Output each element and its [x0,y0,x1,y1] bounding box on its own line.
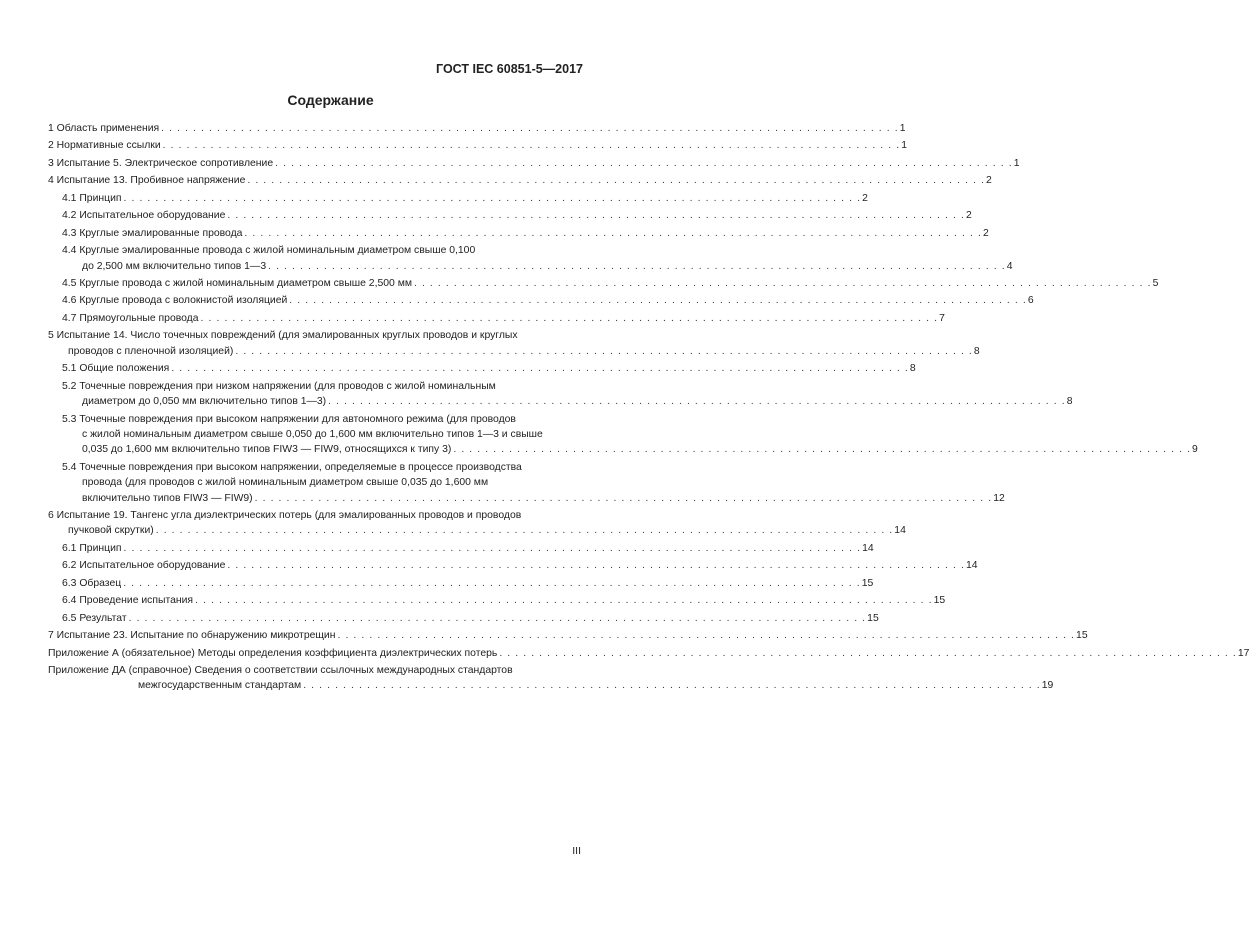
toc-entry-line [48,629,1088,643]
toc-dot-leader: . . . . . . . . . . . . . . . . . . . . . . . . . . . . . . . . . . . . . . . . . . . . . . . . . . . . . . . . . . . . . . . . . . . . . . . . . . . . . . . . . . . . . . . . . . . . . [171,363,909,375]
toc-entry-line [62,362,916,376]
toc-entry-line [62,244,583,258]
toc-page-number: 8 [909,363,916,375]
toc-entry-line [48,647,1249,661]
toc-entry-text: Приложение ДА (справочное) Сведения о соответствии ссылочных международных стандартов [48,665,513,676]
toc-entry-text: 5.4 Точечные повреждения при высоком напряжении, определяемые в процессе производства [62,461,522,473]
toc-entry-line [48,174,992,188]
toc-dot-leader: . . . . . . . . . . . . . . . . . . . . . . . . . . . . . . . . . . . . . . . . . . . . . . . . . . . . . . . . . . . . . . . . . . . . . . . . . . . . . . . . . . . . . . . . . . . . . [268,260,1006,272]
page-title: Содержание [287,92,374,108]
toc-page-number: 1 [899,123,906,134]
toc-entry-line [62,559,978,573]
toc-entry-text: 5.2 Точечные повреждения при низком напряжении (для проводов с жилой номинальным [62,380,496,392]
toc-page-number: 19 [1041,680,1054,692]
toc-dot-leader: . . . . . . . . . . . . . . . . . . . . . . . . . . . . . . . . . . . . . . . . . . . . . . . . . . . . . . . . . . . . . . . . . . . . . . . . . . . . . . . . . . . . . . . . . . . . . [200,312,939,324]
toc-entry-line [62,277,1159,291]
toc-dot-leader: . . . . . . . . . . . . . . . . . . . . . . . . . . . . . . . . . . . . . . . . . . . . . . . . . . . . . . . . . . . . . . . . . . . . . . . . . . . . . . . . . . . . . . . . . . . . . [123,542,862,554]
toc-dot-leader: . . . . . . . . . . . . . . . . . . . . . . . . . . . . . . . . . . . . . . . . . . . . . . . . . . . . . . . . . . . . . . . . . . . . . . . . . . . . . . . . . . . . . . . . . . . . . [275,157,1013,169]
toc-entry-text: 6.4 Проведение испытания [62,595,194,607]
toc-entry-text: с жилой номинальным диаметром свыше 0,050 до 1,600 мм включительно типов 1—3 и свыше [82,428,543,440]
toc-page-number: 12 [993,492,1005,504]
toc-entry-text: проводов с пленочной изоляцией) [68,345,234,357]
toc-entry-line [62,227,989,241]
toc-page-number: 2 [985,175,992,187]
toc-entry-text: пучковой скрутки) [68,525,154,537]
toc-dot-leader: . . . . . . . . . . . . . . . . . . . . . . . . . . . . . . . . . . . . . . . . . . . . . . . . . . . . . . . . . . . . . . . . . . . . . . . . . . . . . . . . . . . . . . . . . . . . . [123,192,862,204]
toc-entry-line [48,139,908,153]
toc-entry-line [62,413,583,427]
toc-entry-text: 4.3 Круглые эмалированные провода [62,227,243,239]
toc-dot-leader: . . . . . . . . . . . . . . . . . . . . . . . . . . . . . . . . . . . . . . . . . . . . . . . . . . . . . . . . . . . . . . . . . . . . . . . . . . . . . . . . . . . . . . . . . . . . . [453,444,1191,456]
toc-entry-line [62,192,868,206]
toc-entry-line [48,509,583,523]
toc-dot-leader: . . . . . . . . . . . . . . . . . . . . . . . . . . . . . . . . . . . . . . . . . . . . . . . . . . . . . . . . . . . . . . . . . . . . . . . . . . . . . . . . . . . . . . . . . . . . . [155,525,894,537]
toc-entry-line [82,428,583,442]
toc-dot-leader: . . . . . . . . . . . . . . . . . . . . . . . . . . . . . . . . . . . . . . . . . . . . . . . . . . . . . . . . . . . . . . . . . . . . . . . . . . . . . . . . . . . . . . . . . . . . . [303,680,1041,692]
toc-entry-text: 4.2 Испытательное оборудование [62,210,226,222]
toc-dot-leader: . . . . . . . . . . . . . . . . . . . . . . . . . . . . . . . . . . . . . . . . . . . . . . . . . . . . . . . . . . . . . . . . . . . . . . . . . . . . . . . . . . . . . . . . . . . . . [195,595,933,607]
toc-page-number: 2 [983,227,989,239]
toc-dot-leader: . . . . . . . . . . . . . . . . . . . . . . . . . . . . . . . . . . . . . . . . . . . . . . . . . . . . . . . . . . . . . . . . . . . . . . . . . . . . . . . . . . . . . . . . . . . . . [413,278,1152,289]
toc-entry-text: межгосударственным стандартам [138,680,302,692]
toc-entry-text: 6.3 Образец [62,577,122,589]
toc-entry-text: 6.2 Испытательное оборудование [62,560,226,572]
toc-page-number: 14 [894,525,906,537]
toc-entry-text: 5.1 Общие положения [62,363,170,375]
toc-entry-line [62,542,874,556]
toc-dot-leader: . . . . . . . . . . . . . . . . . . . . . . . . . . . . . . . . . . . . . . . . . . . . . . . . . . . . . . . . . . . . . . . . . . . . . . . . . . . . . . . . . . . . . . . . . . . . . [499,647,1237,659]
toc-entry-text: 5.3 Точечные повреждения при высоком напряжении для автономного режима (для проводов [62,413,516,425]
toc-entry-line [68,345,980,359]
page-number: III [572,845,581,857]
toc-entry-line [48,157,1020,171]
toc-page-number: 17 [1237,647,1249,659]
toc-page-number: 7 [939,312,945,324]
toc-entry-text: включительно типов FIW3 — FIW9) [82,492,253,504]
toc-entry-text: 1 Область применения [48,123,160,134]
toc-dot-leader: . . . . . . . . . . . . . . . . . . . . . . . . . . . . . . . . . . . . . . . . . . . . . . . . . . . . . . . . . . . . . . . . . . . . . . . . . . . . . . . . . . . . . . . . . . . . . [289,295,1027,307]
toc-page-number: 15 [867,612,879,624]
toc-entry-text: 0,035 до 1,600 мм включительно типов FIW3 — FIW9, относящихся к типу 3) [82,444,452,456]
toc-page-number: 2 [862,192,868,204]
toc-page-number: 8 [973,345,980,357]
toc-entry-line [138,679,1054,693]
toc-entry-text: 4 Испытание 13. Пробивное напряжение [48,175,246,187]
toc-entry-line [48,122,906,136]
toc-entry-text: 5 Испытание 14. Число точечных повреждений (для эмалированных круглых проводов и круглых [48,330,518,342]
document-code: ГОСТ IEC 60851-5—2017 [436,62,583,76]
toc-entry-line [82,476,583,490]
toc-page-number: 2 [965,210,972,222]
toc-page-number: 15 [1076,630,1088,642]
toc-entry-text: 4.1 Принцип [62,192,122,204]
toc-entry-line [62,209,972,223]
toc-entry-text: 7 Испытание 23. Испытание по обнаружению микротрещин [48,630,336,642]
toc-page-number: 6 [1027,295,1034,307]
toc-dot-leader: . . . . . . . . . . . . . . . . . . . . . . . . . . . . . . . . . . . . . . . . . . . . . . . . . . . . . . . . . . . . . . . . . . . . . . . . . . . . . . . . . . . . . . . . . . . . . [254,492,993,504]
toc-entry-text: Приложение А (обязательное) Методы определения коэффициента диэлектрических потерь [48,647,498,659]
toc-entry-line [62,612,879,626]
toc-page-number: 8 [1066,396,1073,408]
toc-entry-text: диаметром до 0,050 мм включительно типов 1—3) [82,396,327,408]
toc-page-number: 5 [1152,278,1159,289]
toc-entry-text: 4.6 Круглые провода с волокнистой изоляцией [62,295,288,307]
toc-dot-leader: . . . . . . . . . . . . . . . . . . . . . . . . . . . . . . . . . . . . . . . . . . . . . . . . . . . . . . . . . . . . . . . . . . . . . . . . . . . . . . . . . . . . . . . . . . . . . [123,577,861,589]
toc-dot-leader: . . . . . . . . . . . . . . . . . . . . . . . . . . . . . . . . . . . . . . . . . . . . . . . . . . . . . . . . . . . . . . . . . . . . . . . . . . . . . . . . . . . . . . . . . . . . . [328,396,1066,408]
toc-dot-leader: . . . . . . . . . . . . . . . . . . . . . . . . . . . . . . . . . . . . . . . . . . . . . . . . . . . . . . . . . . . . . . . . . . . . . . . . . . . . . . . . . . . . . . . . . . . . . [227,560,965,572]
toc-entry-line [62,461,583,475]
toc-page-number: 9 [1191,444,1198,456]
toc-entry-text: 6.5 Результат [62,612,127,624]
toc-entry-line [62,577,874,591]
toc-page-number: 14 [965,560,978,572]
toc-page-number: 4 [1006,260,1013,272]
toc-entry-line [62,594,946,608]
toc-entry-line [82,260,1013,274]
toc-entry-line [62,294,1034,308]
toc-entry-text: 3 Испытание 5. Электрическое сопротивление [48,157,274,169]
toc-entry-line [82,492,1005,506]
toc-page-number: 14 [862,542,874,554]
toc-dot-leader: . . . . . . . . . . . . . . . . . . . . . . . . . . . . . . . . . . . . . . . . . . . . . . . . . . . . . . . . . . . . . . . . . . . . . . . . . . . . . . . . . . . . . . . . . . . . . [244,227,982,239]
toc-entry-line [62,312,945,326]
toc-page-number: 15 [933,595,946,607]
toc-entry-line [68,524,906,538]
toc-dot-leader: . . . . . . . . . . . . . . . . . . . . . . . . . . . . . . . . . . . . . . . . . . . . . . . . . . . . . . . . . . . . . . . . . . . . . . . . . . . . . . . . . . . . . . . . . . . . . [235,345,973,357]
toc-entry-text: 4.5 Круглые провода с жилой номинальным диаметром свыше 2,500 мм [62,278,412,289]
toc-page-number: 15 [861,577,874,589]
toc-dot-leader: . . . . . . . . . . . . . . . . . . . . . . . . . . . . . . . . . . . . . . . . . . . . . . . . . . . . . . . . . . . . . . . . . . . . . . . . . . . . . . . . . . . . . . . . . . . . . [161,123,899,134]
toc-dot-leader: . . . . . . . . . . . . . . . . . . . . . . . . . . . . . . . . . . . . . . . . . . . . . . . . . . . . . . . . . . . . . . . . . . . . . . . . . . . . . . . . . . . . . . . . . . . . . [128,612,867,624]
toc-entry-text: 6.1 Принцип [62,542,122,554]
toc-entry-line [62,380,583,394]
toc-entry-text: до 2,500 мм включительно типов 1—3 [82,260,267,272]
toc-entry-text: провода (для проводов с жилой номинальным диаметром свыше 0,035 до 1,600 мм [82,477,489,489]
toc-entry-text: 4.7 Прямоугольные провода [62,312,199,324]
toc-dot-leader: . . . . . . . . . . . . . . . . . . . . . . . . . . . . . . . . . . . . . . . . . . . . . . . . . . . . . . . . . . . . . . . . . . . . . . . . . . . . . . . . . . . . . . . . . . . . . [227,210,965,222]
toc-page-number: 1 [1013,157,1020,169]
toc-entry-line [48,664,583,678]
toc-entry-text: 4.4 Круглые эмалированные провода с жилой номинальным диаметром свыше 0,100 [62,245,476,257]
toc-entry-line [82,443,1198,457]
toc-dot-leader: . . . . . . . . . . . . . . . . . . . . . . . . . . . . . . . . . . . . . . . . . . . . . . . . . . . . . . . . . . . . . . . . . . . . . . . . . . . . . . . . . . . . . . . . . . . . . [247,175,985,187]
toc-dot-leader: . . . . . . . . . . . . . . . . . . . . . . . . . . . . . . . . . . . . . . . . . . . . . . . . . . . . . . . . . . . . . . . . . . . . . . . . . . . . . . . . . . . . . . . . . . . . . [162,140,901,152]
toc-page-number: 1 [901,140,908,152]
toc-dot-leader: . . . . . . . . . . . . . . . . . . . . . . . . . . . . . . . . . . . . . . . . . . . . . . . . . . . . . . . . . . . . . . . . . . . . . . . . . . . . . . . . . . . . . . . . . . . . . [337,630,1076,642]
toc-entry-line [48,329,583,343]
toc-entry-text: 2 Нормативные ссылки [48,140,161,152]
toc-entry-line [82,395,1073,409]
toc-entry-text: 6 Испытание 19. Тангенс угла диэлектрических потерь (для эмалированных проводов и проводов [48,510,522,521]
